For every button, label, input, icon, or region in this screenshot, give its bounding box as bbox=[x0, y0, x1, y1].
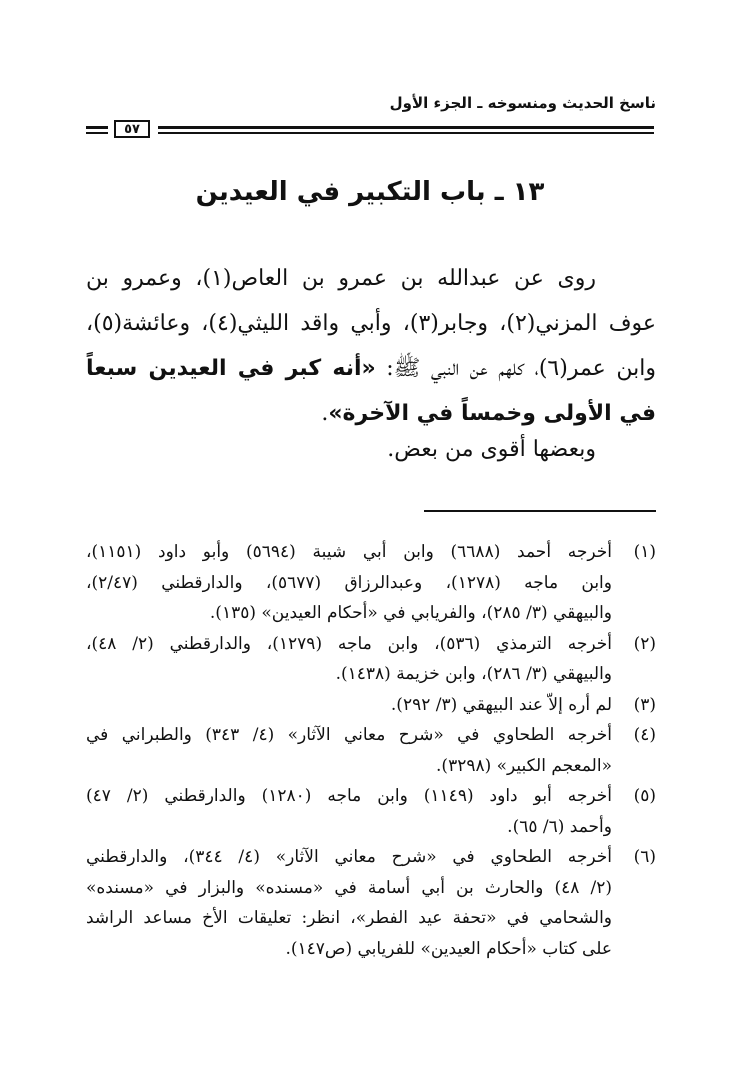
running-title: ناسخ الحديث ومنسوخه ـ الجزء الأول bbox=[389, 94, 656, 112]
footnote-number: (٢) bbox=[633, 633, 656, 654]
footnote-line: «المعجم الكبير» (٣٢٩٨). bbox=[436, 755, 612, 776]
conclusion-text: وبعضها أقوى من بعض. bbox=[387, 437, 596, 462]
footnote-line: أخرجه أحمد (٦٦٨٨) وابن أبي شيبة (٥٦٩٤) وأبو داود (١١٥١)، bbox=[86, 542, 613, 562]
footnote-line: على كتاب «أحكام العيدين» للفريابي (ص١٤٧). bbox=[285, 938, 612, 959]
footnote-1 bbox=[86, 537, 656, 629]
page-number: ٥٧ bbox=[114, 120, 150, 138]
header-rule-long-bottom bbox=[158, 132, 654, 134]
footnote-3 bbox=[86, 690, 656, 721]
footnote-line: والشحامي في «تحفة عيد الفطر»، انظر: تعليقات الأخ مساعد الراشد bbox=[86, 908, 612, 928]
footnote-number: (٤) bbox=[633, 725, 656, 745]
footnote-number: (٥) bbox=[633, 786, 656, 806]
hadith-text-end: في الأولى وخمساً في الآخرة» bbox=[328, 401, 656, 426]
footnote-4 bbox=[86, 720, 656, 781]
hadith-text-start: «أنه كبر في العيدين سبعاً bbox=[86, 356, 376, 381]
header-rule-short-bottom bbox=[86, 132, 108, 134]
footnote-6 bbox=[86, 842, 656, 964]
footnote-number: (٦) bbox=[633, 847, 656, 867]
footnote-number: (٣) bbox=[633, 694, 656, 715]
body-line-3-plain: وابن عمر(٦)، كلهم عن النبي ﷺ: bbox=[375, 356, 656, 381]
footnote-2 bbox=[86, 629, 656, 690]
header-rule-short-top bbox=[86, 126, 108, 129]
body-line-3 bbox=[86, 346, 656, 391]
footnote-line: (٢/ ٤٨) والحارث بن أبي أسامة في «مسنده» والبزار في «مسنده» bbox=[86, 877, 612, 898]
footnote-line: أخرجه الطحاوي في «شرح معاني الآثار» (٤/ ٣٤٤)، والدارقطني bbox=[86, 847, 612, 867]
body-line-1: روى عن عبدالله بن عمرو بن العاص(١)، وعمرو بن bbox=[86, 266, 596, 291]
footnote-5 bbox=[86, 781, 656, 842]
body-text bbox=[86, 256, 656, 436]
footnote-line: وأحمد (٦/ ٦٥). bbox=[507, 816, 612, 837]
footnotes bbox=[86, 537, 656, 964]
header-rule-long-top bbox=[158, 126, 654, 129]
footnote-line: أخرجه الطحاوي في «شرح معاني الآثار» (٤/ ٣٤٣) والطبراني في bbox=[86, 725, 612, 745]
footnote-separator bbox=[424, 510, 656, 512]
body-line-4-end: . bbox=[321, 401, 329, 426]
header-rule bbox=[86, 120, 654, 140]
footnote-line: لم أره إلاّ عند البيهقي (٣/ ٢٩٢). bbox=[390, 694, 612, 715]
body-line-2: عوف المزني(٢)، وجابر(٣)، وأبي واقد الليثي(٤)، وعائشة(٥)، bbox=[86, 311, 656, 336]
footnote-line: والبيهقي (٣/ ٢٨٦)، وابن خزيمة (١٤٣٨). bbox=[335, 664, 612, 684]
chapter-title: ١٣ ـ باب التكبير في العيدين bbox=[195, 177, 545, 207]
footnote-number: (١) bbox=[633, 542, 656, 562]
footnote-line: أخرجه الترمذي (٥٣٦)، وابن ماجه (١٢٧٩)، والدارقطني (٢/ ٤٨)، bbox=[86, 633, 612, 654]
footnote-line: وابن ماجه (١٢٧٨)، وعبدالرزاق (٥٦٧٧)، والدارقطني (٢/٤٧)، bbox=[86, 572, 612, 593]
footnote-line: أخرجه أبو داود (١١٤٩) وابن ماجه (١٢٨٠) والدارقطني (٢/ ٤٧) bbox=[86, 786, 612, 806]
footnote-line: والبيهقي (٣/ ٢٨٥)، والفريابي في «أحكام العيدين» (١٣٥). bbox=[209, 603, 612, 623]
